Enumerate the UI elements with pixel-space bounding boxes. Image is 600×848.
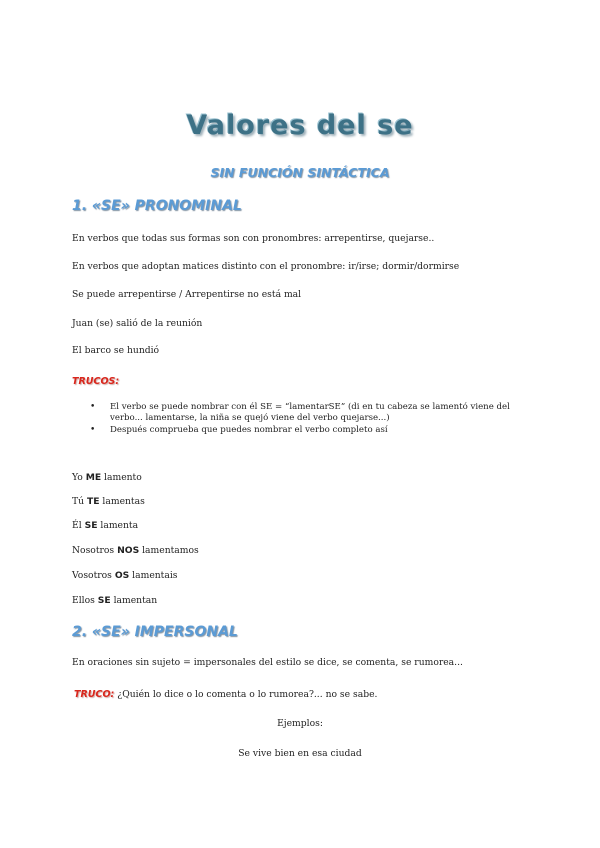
section-heading-impersonal: 2. «SE» IMPERSONAL (72, 624, 238, 640)
conjugation-subject: Tú (72, 496, 87, 507)
conjugation-verb: lamentas (99, 496, 145, 507)
conjugation-pronoun: SE (97, 595, 111, 606)
paragraph: Se puede arrepentirse / Arrepentirse no está mal (72, 289, 302, 300)
conjugation-subject: Ellos (72, 595, 98, 606)
conjugation-line (72, 545, 199, 556)
trick-text: ¿Quién lo dice o lo comenta o lo rumorea?... no se sabe. (114, 689, 378, 700)
example-sentence: Se vive bien en esa ciudad (238, 748, 362, 759)
page-subtitle: SIN FUNCIÓN SINTÁCTICA (210, 165, 390, 180)
paragraph: El barco se hundió (72, 345, 160, 356)
conjugation-line (72, 472, 142, 483)
conjugation-verb: lamenta (97, 520, 139, 531)
conjugation-verb: lamento (101, 472, 142, 483)
conjugation-pronoun: NOS (117, 545, 140, 556)
conjugation-line (72, 570, 178, 581)
tricks-label: TRUCOS: (72, 376, 120, 387)
conjugation-subject: Yo (72, 472, 86, 483)
conjugation-subject: Vosotros (72, 570, 115, 581)
conjugation-line (72, 520, 138, 531)
conjugation-verb: lamentamos (139, 545, 199, 556)
bullet-icon: • (90, 425, 96, 435)
conjugation-pronoun: ME (85, 472, 102, 483)
conjugation-pronoun: OS (114, 570, 130, 581)
paragraph: En verbos que adoptan matices distinto con el pronombre: ir/irse; dormir/dormirse (72, 261, 460, 272)
conjugation-pronoun: TE (86, 496, 100, 507)
trick-label: TRUCO: (74, 689, 115, 700)
conjugation-subject: Él (72, 520, 85, 531)
conjugation-line (72, 496, 145, 507)
paragraph: Juan (se) salió de la reunión (72, 318, 203, 329)
tricks-list (90, 402, 530, 437)
trick-line (74, 689, 377, 700)
conjugation-verb: lamentan (110, 595, 158, 606)
section-heading-pronominal: 1. «SE» PRONOMINAL (72, 198, 242, 214)
bullet-icon: • (90, 402, 96, 412)
conjugation-subject: Nosotros (72, 545, 118, 556)
paragraph: En verbos que todas sus formas son con pronombres: arrepentirse, quejarse.. (72, 233, 435, 244)
list-item (90, 425, 530, 436)
conjugation-verb: lamentais (129, 570, 178, 581)
paragraph: En oraciones sin sujeto = impersonales del estilo se dice, se comenta, se rumorea... (72, 657, 463, 668)
list-item (90, 402, 530, 424)
list-item-text: Después comprueba que puedes nombrar el verbo completo así (110, 425, 388, 435)
page-title: Valores del se (186, 110, 414, 141)
conjugation-pronoun: SE (84, 520, 98, 531)
conjugation-line (72, 595, 157, 606)
list-item-text: El verbo se puede nombrar con él SE = “lamentarSE” (di en tu cabeza se lamentó viene del verbo... lamentarse, la niña se quejó viene del verbo quejarse...) (110, 402, 510, 423)
examples-label: Ejemplos: (277, 718, 323, 729)
